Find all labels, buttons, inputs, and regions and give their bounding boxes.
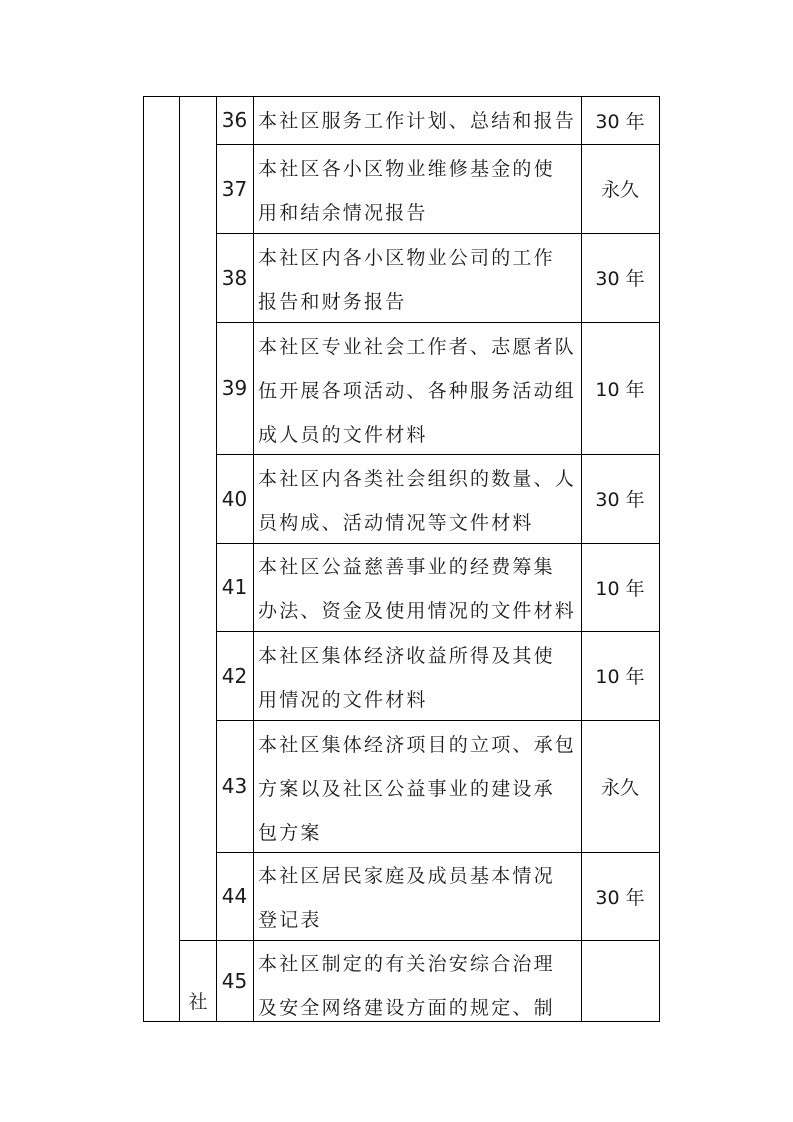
row-number: 38 (221, 265, 248, 290)
description-line: 伍开展各项活动、各种服务活动组 (258, 380, 577, 402)
retention-term: 30 年 (595, 886, 645, 909)
description-line: 及安全网络建设方面的规定、制 (258, 997, 555, 1019)
description-line: 本社区内各小区物业公司的工作 (258, 247, 555, 269)
description-line: 登记表 (258, 909, 322, 931)
retention-term: 10 年 (595, 378, 645, 401)
description-line: 本社区内各类社会组织的数量、人 (258, 468, 577, 490)
row-description (258, 545, 580, 633)
row-number: 43 (221, 774, 248, 798)
description-line: 用和结余情况报告 (258, 202, 428, 224)
description-line: 本社区专业社会工作者、志愿者队 (258, 336, 577, 358)
retention-term: 永久 (600, 776, 639, 799)
row-description (258, 634, 580, 722)
row-description (258, 236, 580, 324)
table-border-right (659, 96, 660, 1022)
table-divider-col1 (179, 96, 180, 1022)
row-number: 41 (221, 575, 248, 599)
description-line: 办法、资金及使用情况的文件材料 (258, 600, 577, 622)
row-description (258, 99, 580, 143)
row-description (258, 325, 580, 457)
table-border-left (143, 96, 144, 1022)
description-line: 本社区服务工作计划、总结和报告 (258, 110, 577, 132)
row-number: 36 (221, 108, 248, 132)
row-description (258, 147, 580, 235)
row-description (258, 457, 580, 545)
description-line: 本社区各小区物业维修基金的使 (258, 158, 555, 180)
retention-term: 30 年 (595, 110, 645, 133)
row-number: 44 (221, 884, 248, 908)
row-number: 37 (221, 176, 248, 201)
description-line: 本社区集体经济项目的立项、承包 (258, 734, 577, 756)
row-number: 40 (221, 486, 248, 511)
retention-term: 30 年 (595, 268, 645, 290)
description-line: 用情况的文件材料 (258, 689, 428, 711)
table-divider-col3 (253, 96, 254, 1022)
description-line: 本社区制定的有关治安综合治理 (258, 953, 555, 975)
description-line: 本社区居民家庭及成员基本情况 (258, 865, 555, 887)
description-line: 本社区公益慈善事业的经费筹集 (258, 556, 555, 578)
category-label: 社 (188, 991, 208, 1013)
row-description (258, 854, 580, 942)
row-description (258, 942, 580, 1030)
row-number: 45 (221, 968, 248, 993)
retention-term (582, 940, 658, 1021)
row-number: 42 (221, 663, 248, 688)
retention-term: 10 年 (595, 666, 645, 688)
row-description (258, 723, 580, 855)
description-line: 本社区集体经济收益所得及其使 (258, 645, 555, 667)
row-number: 39 (221, 376, 248, 400)
description-line: 方案以及社区公益事业的建设承 (258, 778, 555, 800)
description-line: 报告和财务报告 (258, 291, 407, 313)
description-line: 成人员的文件材料 (258, 424, 428, 446)
retention-term: 10 年 (595, 577, 645, 600)
description-line: 包方案 (258, 822, 322, 844)
description-line: 员构成、活动情况等文件材料 (258, 512, 534, 534)
retention-term: 永久 (600, 179, 639, 201)
retention-term: 30 年 (595, 489, 645, 511)
